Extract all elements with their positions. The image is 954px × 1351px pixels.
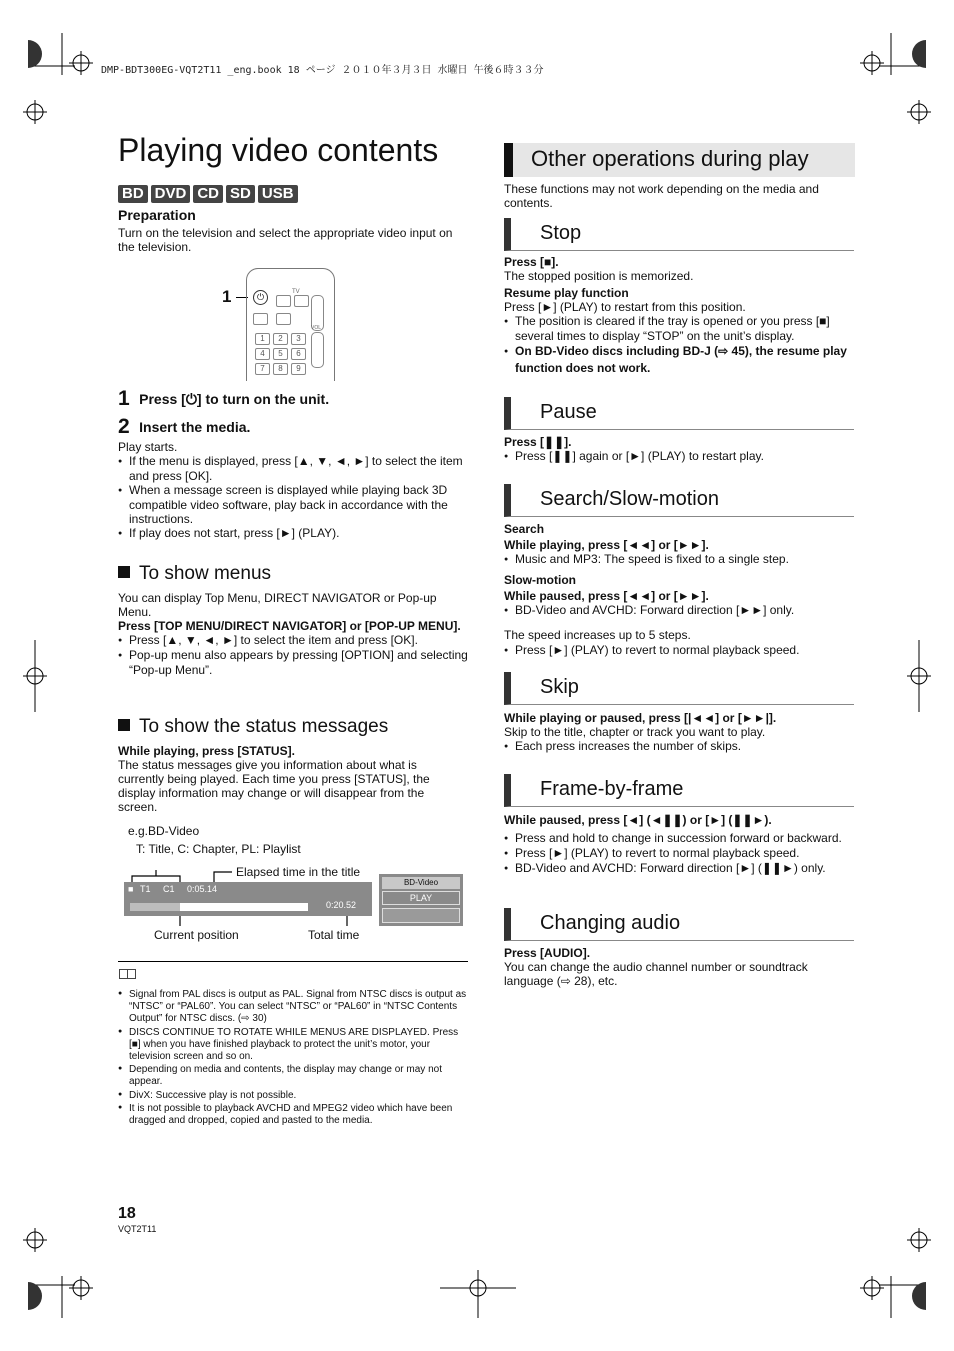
stop-text: The stopped position is memorized. xyxy=(504,269,694,283)
step-2 xyxy=(118,415,468,439)
step-text: Press [⏻] to turn on the unit. xyxy=(139,391,330,407)
current-position-label: Current position xyxy=(154,928,239,942)
search-heading: Search/Slow-motion xyxy=(504,484,854,517)
remote-tv-label: TV xyxy=(292,289,300,295)
list-item: ● Press [►] (PLAY) to revert to normal playback speed. xyxy=(504,846,854,861)
page-title: Playing video contents xyxy=(118,132,439,168)
audio-heading: Changing audio xyxy=(504,908,854,941)
preparation-text: Turn on the television and select the appropriate video input on the television. xyxy=(118,226,453,254)
section-heading: Other operations during play xyxy=(504,143,855,177)
step-number: 2 xyxy=(118,415,130,438)
remote-key-7: 7 xyxy=(255,363,270,375)
section-intro: These functions may not work depending on the media and contents. xyxy=(504,182,819,210)
list-item: ● Pop-up menu also appears by pressing [OPTION] and selecting “Pop-up Menu”. xyxy=(118,648,468,677)
list-item: ● Music and MP3: The speed is fixed to a single step. xyxy=(504,552,854,567)
remote-key-9: 9 xyxy=(291,363,306,375)
resume-heading: Resume play function xyxy=(504,286,629,300)
badge-dvd: DVD xyxy=(151,185,191,203)
audio-section xyxy=(504,946,854,988)
status-info-box xyxy=(379,874,463,926)
frame-instruction: While paused, press [◄] (◄❚❚) or [►] (❚❚►). xyxy=(504,813,772,827)
square-bullet-icon xyxy=(118,566,130,578)
list-item: ● If play does not start, press [►] (PLAY). xyxy=(118,526,468,541)
speed-text: The speed increases up to 5 steps. xyxy=(504,628,691,642)
remote-rocker xyxy=(311,332,324,368)
resume-text: Press [►] (PLAY) to restart from this position. xyxy=(504,300,746,314)
note-item: ● It is not possible to playback AVCHD and MPEG2 video which have been dragged and dropped, copied and pasted to the media. xyxy=(118,1102,468,1127)
elapsed-label: Elapsed time in the title xyxy=(236,865,361,879)
square-bullet-icon xyxy=(118,719,130,731)
skip-section xyxy=(504,711,854,754)
list-item: ● Press [►] (PLAY) to revert to normal playback speed. xyxy=(504,643,854,658)
remote-key-2: 2 xyxy=(273,333,288,345)
preparation-heading: Preparation xyxy=(118,207,196,223)
step-1 xyxy=(118,387,468,411)
power-button-icon: ⏻ xyxy=(253,290,268,305)
print-header-line: DMP-BDT300EG-VQT2T11 _eng.book 18 ページ ２０１０年３月３日 水曜日 午後６時３３分 xyxy=(101,65,544,76)
note-item: ● DISCS CONTINUE TO ROTATE WHILE MENUS ARE DISPLAYED. Press [■] when you have finished playback to protect the unit’s motor, your television screen and so on. xyxy=(118,1026,468,1064)
step-2-body xyxy=(118,440,468,541)
slow-instruction: While paused, press [◄◄] or [►►]. xyxy=(504,589,709,603)
badge-cd: CD xyxy=(193,185,223,203)
list-item: ● BD-Video and AVCHD: Forward direction [►►] only. xyxy=(504,603,854,618)
list-item: ● BD-Video and AVCHD: Forward direction [►] (❚❚►) only. xyxy=(504,861,854,876)
stop-heading: Stop xyxy=(504,218,854,251)
search-instruction: While playing, press [◄◄] or [►►]. xyxy=(504,538,709,552)
status-display-bar xyxy=(124,882,372,916)
search-section xyxy=(504,522,854,658)
total-time-label: Total time xyxy=(308,928,360,942)
note-item: ● DivX: Successive play is not possible. xyxy=(118,1089,468,1102)
remote-key-4: 4 xyxy=(255,348,270,360)
remote-key-6: 6 xyxy=(291,348,306,360)
info-empty-row xyxy=(382,908,460,923)
step-text: Insert the media. xyxy=(139,419,251,435)
status-text: The status messages give you information about what is currently being played. Each time you press [STATUS], the display information may change or will disappear from the screen. xyxy=(118,758,430,814)
menus-heading xyxy=(118,563,271,585)
remote-callout: 1 xyxy=(222,287,232,306)
status-legend: T: Title, C: Chapter, PL: Playlist xyxy=(136,842,301,856)
media-type: BD-Video xyxy=(382,877,460,889)
page-code: VQT2T11 xyxy=(118,1224,157,1234)
list-item: ● When a message screen is displayed while playing back 3D compatible video software, play back in accordance with the instructions. xyxy=(118,483,468,526)
stop-square-icon: ■ xyxy=(128,884,134,894)
status-instruction: While playing, press [STATUS]. xyxy=(118,744,295,758)
search-label: Search xyxy=(504,522,545,536)
media-badges xyxy=(118,185,301,203)
list-item: ● Press [❚❚] again or [►] (PLAY) to restart play. xyxy=(504,449,854,464)
remote-vol-label: VOL xyxy=(311,325,322,331)
title-number: T1 xyxy=(140,884,151,894)
status-example-label: e.g.BD-Video xyxy=(128,824,200,838)
list-item: ● Each press increases the number of skips. xyxy=(504,739,854,754)
note-item: ● Signal from PAL discs is output as PAL. Signal from NTSC discs is output as “NTSC” or “PAL60”. You can select “NTSC” or “PAL60” in “NTSC Contents Output” for NTSC discs. (⇨ 30) xyxy=(118,988,468,1026)
remote-key-1: 1 xyxy=(255,333,270,345)
audio-text: You can change the audio channel number or soundtrack language (⇨ 28), etc. xyxy=(504,960,808,988)
skip-instruction: While playing or paused, press [|◄◄] or [►►|]. xyxy=(504,711,777,725)
status-heading xyxy=(118,716,388,738)
menus-heading-text: To show menus xyxy=(139,563,272,584)
remote-key-5: 5 xyxy=(273,348,288,360)
progress-fill xyxy=(130,903,180,911)
list-item: ● The position is cleared if the tray is opened or you press [■] several times to display “STOP” on the unit’s display. xyxy=(504,314,854,343)
remote-key xyxy=(294,295,309,307)
pause-instruction: Press [❚❚]. xyxy=(504,435,572,449)
slow-label: Slow-motion xyxy=(504,573,576,587)
frame-section xyxy=(504,813,854,876)
play-starts-text: Play starts. xyxy=(118,440,178,454)
total-time: 0:20.52 xyxy=(326,900,357,910)
divider xyxy=(118,961,468,962)
menus-section xyxy=(118,591,468,677)
badge-sd: SD xyxy=(226,185,255,203)
book-note-icon xyxy=(119,969,136,979)
list-item: ● Press [▲, ▼, ◄, ►] to select the item and press [OK]. xyxy=(118,633,468,648)
remote-key xyxy=(253,313,268,325)
skip-heading: Skip xyxy=(504,672,854,705)
remote-key xyxy=(276,295,291,307)
elapsed-time: 0:05.14 xyxy=(187,884,218,894)
frame-heading: Frame-by-frame xyxy=(504,774,854,807)
badge-usb: USB xyxy=(258,185,298,203)
stop-section xyxy=(504,255,854,376)
list-item: ● If the menu is displayed, press [▲, ▼, ◄, ►] to select the item and press [OK]. xyxy=(118,454,468,483)
status-heading-text: To show the status messages xyxy=(139,716,389,737)
remote-key-3: 3 xyxy=(291,333,306,345)
list-item: ● On BD-Video discs including BD-J (⇨ 45), the resume play function does not work. xyxy=(504,343,854,376)
note-item: ● Depending on media and contents, the display may change or may not appear. xyxy=(118,1063,468,1088)
list-item: ● Press and hold to change in succession forward or backward. xyxy=(504,831,854,846)
progress-track xyxy=(130,903,308,911)
audio-instruction: Press [AUDIO]. xyxy=(504,946,591,960)
remote-illustration xyxy=(220,265,340,377)
page-number: 18 xyxy=(118,1205,136,1222)
menus-text: You can display Top Menu, DIRECT NAVIGATOR or Pop-up Menu. xyxy=(118,591,437,619)
notes-list xyxy=(118,988,468,1127)
menus-instruction: Press [TOP MENU/DIRECT NAVIGATOR] or [POP-UP MENU]. xyxy=(118,619,461,633)
stop-instruction: Press [■]. xyxy=(504,255,559,269)
step-number: 1 xyxy=(118,387,130,410)
status-section xyxy=(118,744,464,814)
remote-key xyxy=(276,313,291,325)
playback-mode: PLAY xyxy=(382,891,460,905)
pause-heading: Pause xyxy=(504,397,854,430)
remote-key-8: 8 xyxy=(273,363,288,375)
chapter-number: C1 xyxy=(163,884,175,894)
badge-bd: BD xyxy=(118,185,148,203)
pause-section xyxy=(504,435,854,464)
skip-text: Skip to the title, chapter or track you want to play. xyxy=(504,725,766,739)
